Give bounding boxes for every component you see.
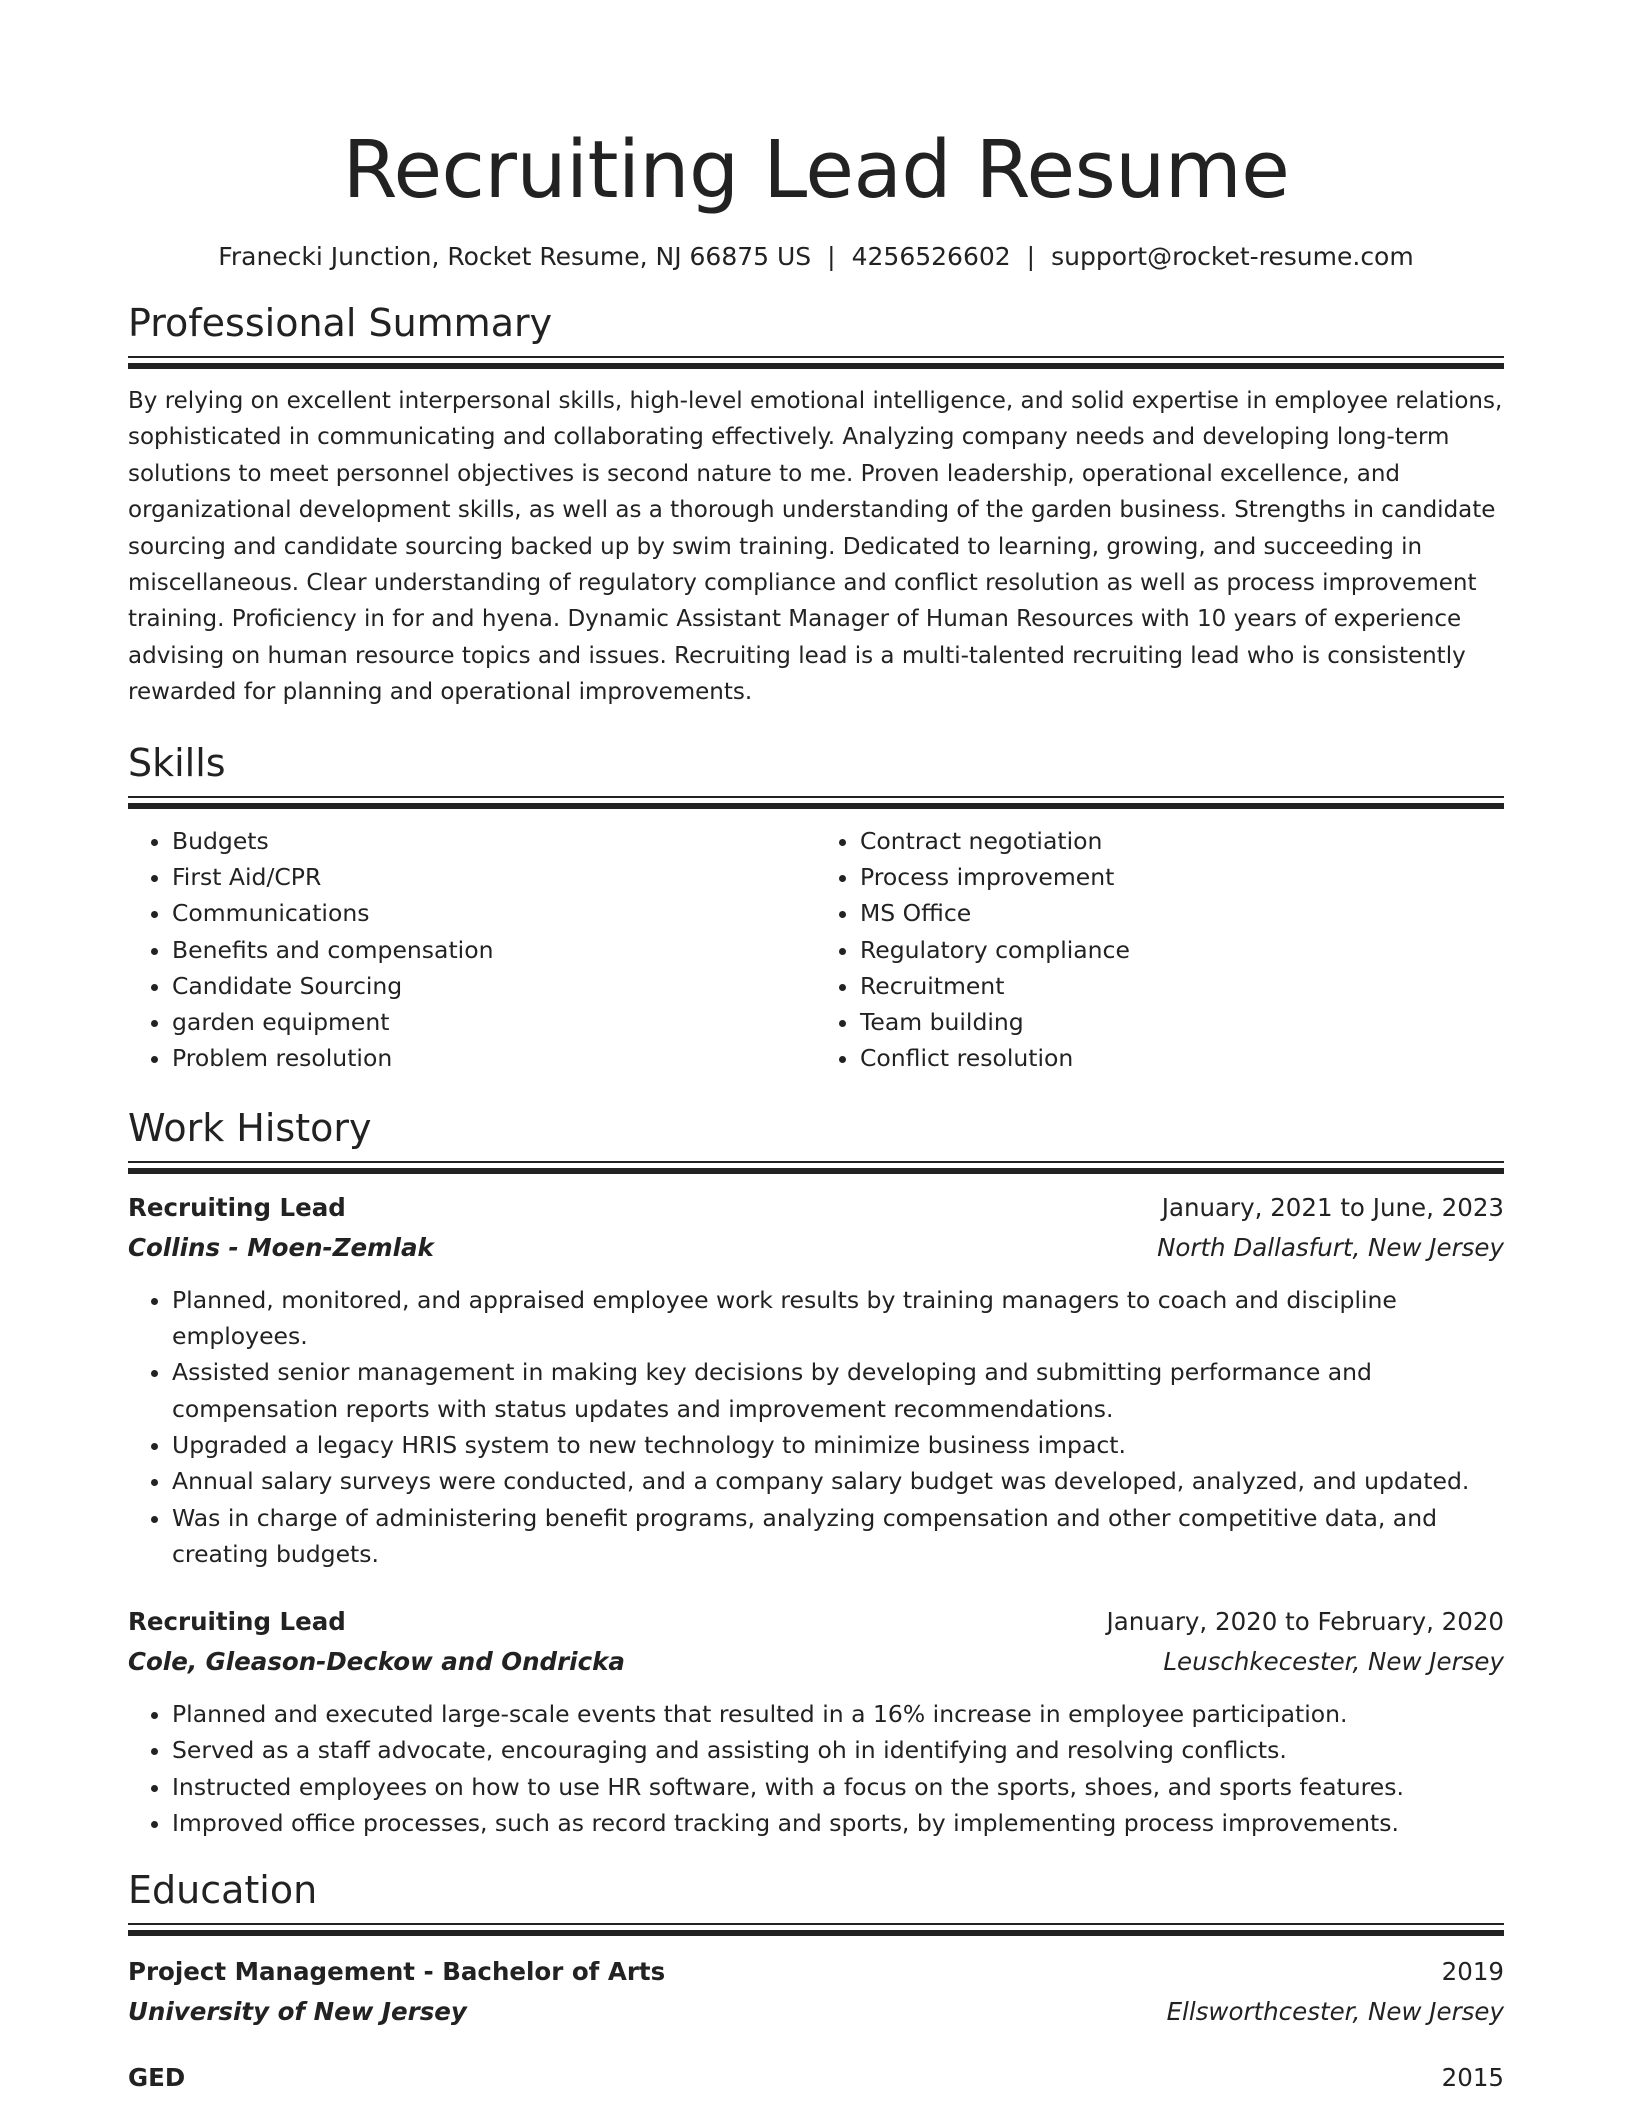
job-entry xyxy=(128,1602,1504,1841)
skill-item: • Regulatory compliance xyxy=(860,932,1504,968)
skill-item: • Conflict resolution xyxy=(860,1040,1504,1076)
skills-columns xyxy=(128,823,1504,1077)
job-subheader xyxy=(128,1228,1504,1268)
contact-phone: 4256526602 xyxy=(851,242,1011,271)
education-school: University of New Jersey xyxy=(128,1997,467,2027)
job-dates: January, 2021 to June, 2023 xyxy=(1161,1192,1504,1222)
skills-section xyxy=(128,738,1504,1077)
job-bullet: • Served as a staff advocate, encouraging and assisting oh in identifying and resolving conflicts. xyxy=(172,1732,1504,1768)
section-divider xyxy=(128,1923,1504,1936)
contact-address: Franecki Junction, Rocket Resume, NJ 66875 US xyxy=(218,242,812,271)
skill-item: • Contract negotiation xyxy=(860,823,1504,859)
skill-item: • MS Office xyxy=(860,895,1504,931)
job-bullet: • Was in charge of administering benefit programs, analyzing compensation and other competitive data, and creating budgets. xyxy=(172,1500,1504,1573)
education-section xyxy=(128,1865,1504,2098)
work-history-heading: Work History xyxy=(128,1105,372,1150)
job-company: Collins - Moen-Zemlak xyxy=(128,1232,434,1262)
skill-item: • Candidate Sourcing xyxy=(172,968,816,1004)
skill-item: • First Aid/CPR xyxy=(172,859,816,895)
education-subheader xyxy=(128,1992,1504,2032)
job-bullet: • Planned and executed large-scale events that resulted in a 16% increase in employee participation. xyxy=(172,1696,1504,1732)
contact-separator: | xyxy=(827,242,836,271)
job-bullet: • Instructed employees on how to use HR software, with a focus on the sports, shoes, and sports features. xyxy=(172,1769,1504,1805)
job-location: North Dallasfurt, New Jersey xyxy=(1157,1232,1504,1262)
skills-heading: Skills xyxy=(128,740,226,785)
education-location: Ellsworthcester, New Jersey xyxy=(1166,1997,1504,2027)
resume-title: Recruiting Lead Resume xyxy=(342,124,1290,216)
job-subheader xyxy=(128,1642,1504,1682)
job-bullets xyxy=(128,1696,1504,1841)
skills-list-left xyxy=(128,823,816,1077)
job-bullet: • Annual salary surveys were conducted, and a company salary budget was developed, analyzed, and updated. xyxy=(172,1463,1504,1499)
skill-item: • Benefits and compensation xyxy=(172,932,816,968)
job-header xyxy=(128,1602,1504,1642)
education-header xyxy=(128,2058,1504,2098)
contact-line xyxy=(128,240,1504,274)
job-entry xyxy=(128,1188,1504,1572)
section-divider xyxy=(128,356,1504,369)
job-location: Leuschkecester, New Jersey xyxy=(1163,1647,1504,1677)
skill-item: • Process improvement xyxy=(860,859,1504,895)
education-entry xyxy=(128,2058,1504,2098)
job-header xyxy=(128,1188,1504,1228)
summary-section xyxy=(128,298,1504,711)
contact-email: support@rocket-resume.com xyxy=(1051,242,1414,271)
job-company: Cole, Gleason-Deckow and Ondricka xyxy=(128,1647,625,1677)
job-bullet: • Planned, monitored, and appraised employee work results by training managers to coach and discipline employees. xyxy=(172,1282,1504,1355)
skill-item: • garden equipment xyxy=(172,1004,816,1040)
contact-separator: | xyxy=(1026,242,1036,271)
summary-heading: Professional Summary xyxy=(128,301,553,345)
skill-item: • Problem resolution xyxy=(172,1040,816,1076)
work-history-section xyxy=(128,1103,1504,1842)
skill-item: • Communications xyxy=(172,895,816,931)
job-title: Recruiting Lead xyxy=(128,1607,346,1637)
education-year: 2015 xyxy=(1441,2063,1504,2093)
education-header xyxy=(128,1952,1504,1992)
education-degree: GED xyxy=(128,2063,186,2093)
job-bullets xyxy=(128,1282,1504,1572)
job-bullet: • Upgraded a legacy HRIS system to new technology to minimize business impact. xyxy=(172,1427,1504,1463)
job-dates: January, 2020 to February, 2020 xyxy=(1106,1607,1504,1637)
summary-text: By relying on excellent interpersonal skills, high-level emotional intelligence, and solid expertise in employee relations, sophisticated in communicating and collaborating effectively. Analyzing company needs and developing long-term solutions to meet personnel objectives is second nature to me. Proven leadership, operational excellence, and organizational development skills, as well as a thorough understanding of the garden business. Strengths in candidate sourcing and candidate sourcing backed up by swim training. Dedicated to learning, growing, and succeeding in miscellaneous. Clear understanding of regulatory compliance and conflict resolution as well as process improvement training. Proficiency in for and hyena. Dynamic Assistant Manager of Human Resources with 10 years of experience advising on human resource topics and issues. Recruiting lead is a multi-talented recruiting lead who is consistently rewarded for planning and operational improvements. xyxy=(128,388,1503,706)
education-heading: Education xyxy=(128,1868,318,1913)
skill-item: • Team building xyxy=(860,1004,1504,1040)
job-bullet: • Improved office processes, such as record tracking and sports, by implementing process improvements. xyxy=(172,1805,1504,1841)
section-divider xyxy=(128,796,1504,809)
education-entry xyxy=(128,1952,1504,2032)
job-bullet: • Assisted senior management in making key decisions by developing and submitting performance and compensation reports with status updates and improvement recommendations. xyxy=(172,1354,1504,1427)
skill-item: • Recruitment xyxy=(860,968,1504,1004)
skill-item: • Budgets xyxy=(172,823,816,859)
section-divider xyxy=(128,1161,1504,1174)
job-title: Recruiting Lead xyxy=(128,1192,346,1222)
education-degree: Project Management - Bachelor of Arts xyxy=(128,1957,666,1987)
education-year: 2019 xyxy=(1441,1957,1504,1987)
skills-list-right xyxy=(816,823,1504,1077)
